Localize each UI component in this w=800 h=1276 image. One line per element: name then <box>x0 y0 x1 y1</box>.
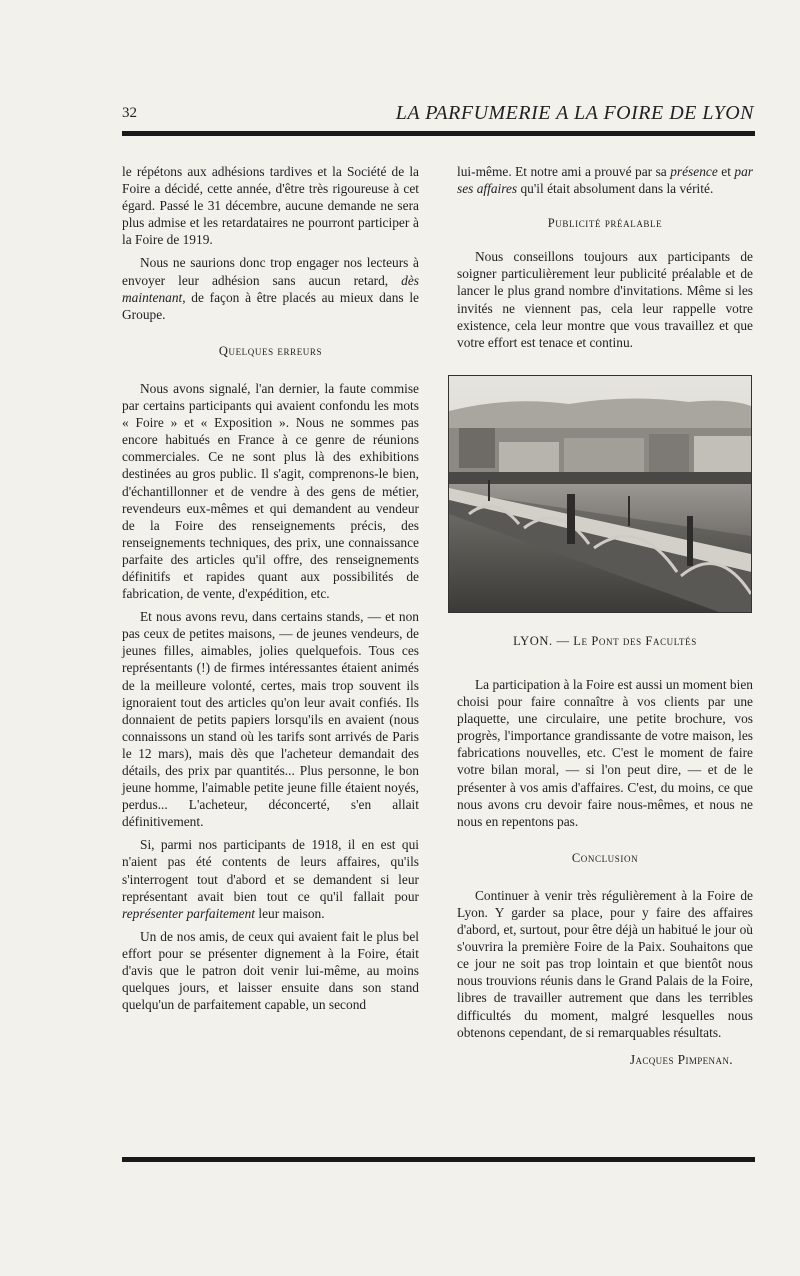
bridge-photograph <box>448 375 752 613</box>
header-rule <box>122 131 755 136</box>
figure-caption: LYON. — Le Pont des Facultés <box>513 633 697 648</box>
left-paragraph-4: Et nous avons revu, dans certains stands, — et non pas ceux de petites maisons, — de jeunes vendeurs, de jeunes filles, aimables, jolies quelquefois. Tous ces représentants (!) de firmes intéressantes étaient animés de la meilleure volonté, certes, mais trop souvent ils ignoraient tout des articles qu'on leur avait confiés. Ils donnaient de petits papiers lorsqu'ils en avaient (nous connaissons un stand où les tarifs sont arrivés de Paris le 12 mars), mais dès que l'acheteur demandait des détails, des prix par quantités... Plus personne, le bon jeune homme, l'aimable petite jeune fille étaient noyés, perdus... L'acheteur, déconcerté, s'en allait définitivement. <box>122 609 419 830</box>
right-paragraph-3: La participation à la Foire est aussi un moment bien choisi pour faire connaître à vos clients par une plaquette, une circulaire, une petite brochure, vos progrès, l'importance grandissante de votre maison, les fabrications nouvelles, etc. C'est le moment de faire votre bilan moral, — si l'on peut dire, — et de le présenter à vos amis d'affaires. C'est, du moins, ce que nous avons cru devoir faire nous-mêmes, et nous ne nous en repentons pas. <box>457 676 753 829</box>
right-paragraph-1: lui-même. Et notre ami a prouvé par sa présence et par ses affaires qu'il était absolument dans la vérité. <box>457 164 753 197</box>
page-number: 32 <box>122 105 137 121</box>
section-heading-erreurs: Quelques erreurs <box>218 343 323 358</box>
right-paragraph-2: Nous conseillons toujours aux participants de soigner particulièrement leur publicité préalable et de lancer le plus grand nombre d'invitations. Même si les invités ne viennent pas, cela leur rappelle votre existence, cela leur montre que vous travaillez et que votre effort est tenace et continu. <box>457 249 753 350</box>
right-paragraph-4: Continuer à venir très régulièrement à la Foire de Lyon. Y garder sa place, pour y faire des affaires d'abord, et, surtout, pour être déjà un habitué le jour où s'ouvrira la première Foire de la Paix. Souhaitons que ce jour ne soit pas trop lointain et que bientôt nous nous trouvions réunis dans le Grand Palais de la Foire, libres de travailler autrement que dans les terribles difficultés du moment, malgré lesquelles nous obtenons cependant, de si remarquables résultats. <box>457 887 753 1040</box>
left-paragraph-3: Nous avons signalé, l'an dernier, la faute commise par certains participants qui avaient confondu les mots « Foire » et « Exposition ». Nous ne sommes pas encore habitués en France à ce genre de réunions commerciales. Ce ne sont plus là des exhibitions destinées au gros public. Il s'agit, comprenons-le bien, d'échantillonner et de vendre à des gens de métier, revendeurs eux-mêmes et qui demandent au vendeur de la Foire des renseignements précis, des renseignements techniques, des prix, une connaissance parfaite des articles qu'il offre, des renseignements définitifs et rapides quant aux possibilités de fabrication, de vente, d'expédition, etc. <box>122 380 419 602</box>
left-paragraph-6: Un de nos amis, de ceux qui avaient fait le plus bel effort pour se présenter dignement à la Foire, était d'avis que le patron doit venir lui-même, au moins quelques jours, et laisser ensuite dans son stand quelqu'un de parfaitement capable, un second <box>122 928 419 1013</box>
left-paragraph-5: Si, parmi nos participants de 1918, il en est qui n'aient pas été contents de leurs affaires, qu'ils s'interrogent tout d'abord et se demandent si leur représentant avait bien tout ce qu'il fallait pour représenter parfaitement leur maison. <box>122 837 419 921</box>
footer-rule <box>122 1157 755 1162</box>
section-heading-publicite: Publicité préalable <box>547 216 663 231</box>
section-heading-conclusion: Conclusion <box>571 850 639 865</box>
left-paragraph-2: Nous ne saurions donc trop engager nos lecteurs à envoyer leur adhésion sans aucun retard, dès maintenant, de façon à être placés au mieux dans le Groupe. <box>122 255 419 322</box>
author-signature: Jacques Pimpenan. <box>629 1051 733 1067</box>
right-column <box>457 163 753 1068</box>
left-paragraph-1: le répétons aux adhésions tardives et la Société de la Foire a décidé, cette année, d'être très rigoureuse à cet égard. Passé le 31 décembre, aucune demande ne sera plus admise et les retardataires ne pourront participer à la Foire de 1919. <box>122 164 419 248</box>
running-title: LA PARFUMERIE A LA FOIRE DE LYON <box>395 102 754 124</box>
left-column <box>122 163 419 1013</box>
